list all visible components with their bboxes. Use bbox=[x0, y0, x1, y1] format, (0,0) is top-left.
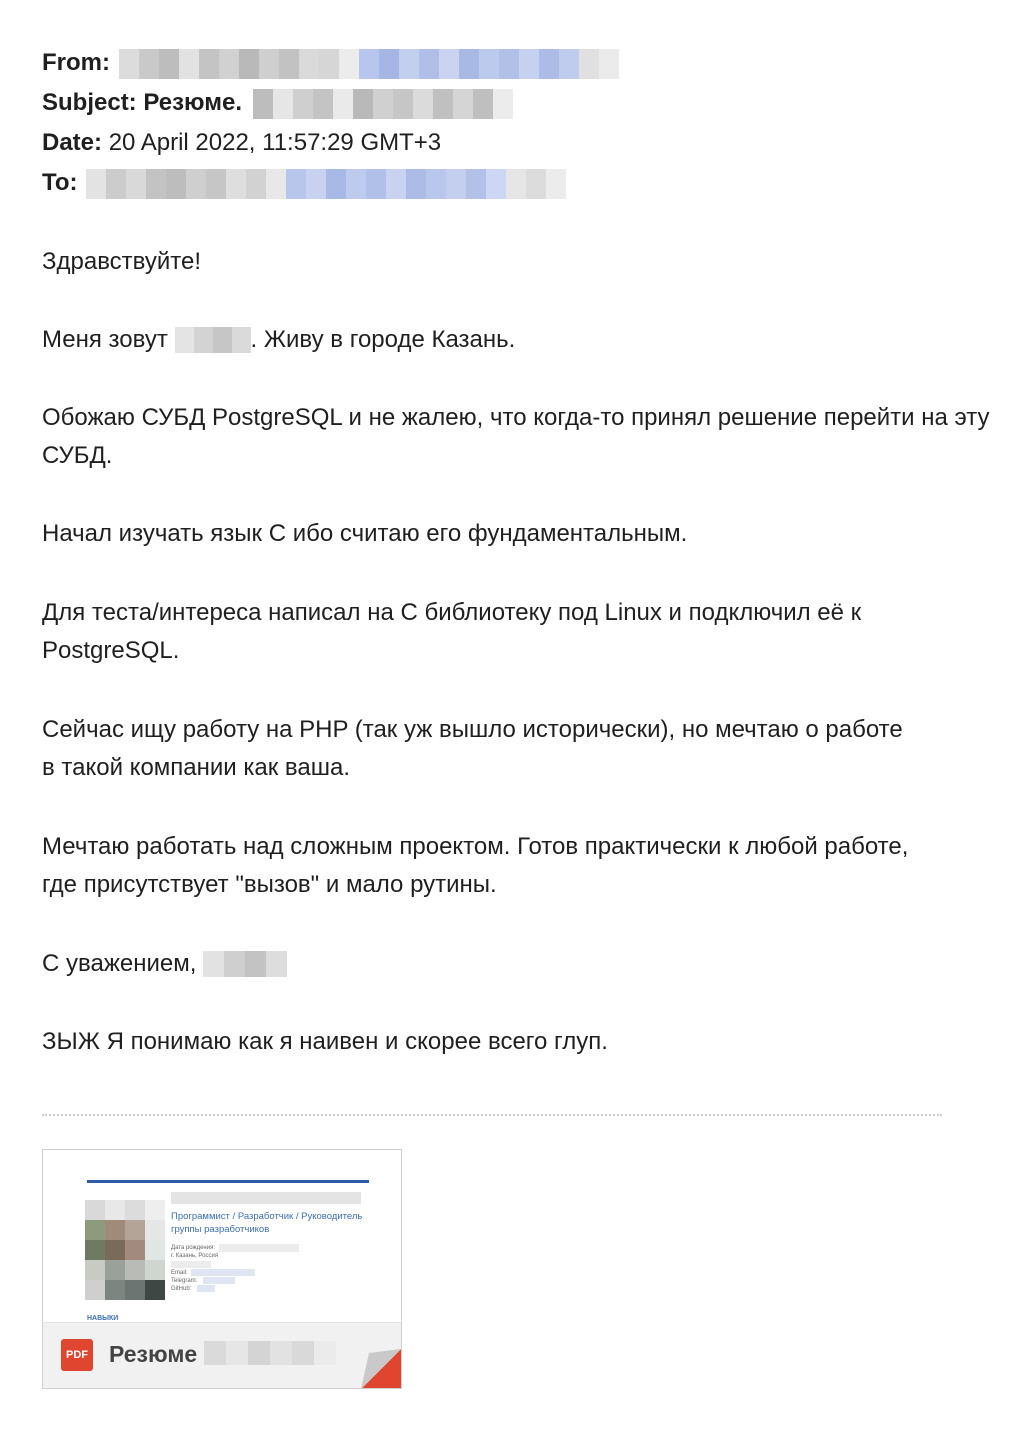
preview-telegram-label: Telegram: bbox=[171, 1278, 198, 1284]
intro-prefix: Меня зовут bbox=[42, 326, 168, 353]
signoff-paragraph bbox=[42, 945, 1002, 983]
preview-skills-heading: НАВЫКИ bbox=[87, 1315, 119, 1322]
attachment-filename[interactable] bbox=[109, 1341, 336, 1368]
date-label: Date: bbox=[42, 129, 103, 156]
preview-photo-redacted bbox=[85, 1200, 165, 1300]
preview-birth-redacted bbox=[219, 1244, 299, 1252]
subject-redacted bbox=[253, 89, 513, 119]
to-row bbox=[42, 168, 566, 199]
preview-email-redacted bbox=[191, 1269, 255, 1276]
attachment-footer[interactable] bbox=[43, 1322, 401, 1389]
to-label: To: bbox=[42, 169, 78, 196]
attachment-divider bbox=[42, 1114, 942, 1116]
library-paragraph: Для теста/интереса написал на C библиотеку под Linux и подключил её к PostgreSQL. bbox=[42, 599, 862, 664]
preview-accent-bar bbox=[87, 1180, 369, 1183]
date-row bbox=[42, 128, 441, 158]
attachment-filename-text: Резюме bbox=[109, 1341, 198, 1367]
subject-text: Резюме. bbox=[143, 89, 242, 116]
preview-city: г. Казань, Россия bbox=[171, 1253, 219, 1259]
ps-paragraph: ЗЫЖ Я понимаю как я наивен и скорее всего глуп. bbox=[42, 1028, 608, 1055]
pdf-file-icon: PDF bbox=[61, 1339, 93, 1371]
attachment-preview[interactable] bbox=[43, 1150, 401, 1322]
php-paragraph: Сейчас ищу работу на PHP (так уж вышло исторически), но мечтаю о работе в такой компании как ваша. bbox=[42, 716, 903, 781]
page-curl-icon bbox=[361, 1349, 401, 1389]
from-row bbox=[42, 48, 631, 79]
from-label: From: bbox=[42, 49, 110, 76]
from-redacted bbox=[119, 49, 631, 79]
filename-redacted bbox=[204, 1341, 336, 1365]
dream-paragraph: Мечтаю работать над сложным проектом. Готов практически к любой работе, где присутствует "вызов" и мало рутины. bbox=[42, 833, 909, 898]
intro-paragraph bbox=[42, 321, 1002, 359]
preview-github-redacted bbox=[197, 1285, 215, 1292]
preview-email-label: Email: bbox=[171, 1270, 188, 1276]
to-redacted bbox=[86, 169, 566, 199]
preview-name-redacted bbox=[171, 1192, 361, 1204]
preview-role: Программист / Разработчик / Руководитель группы разработчиков bbox=[171, 1211, 363, 1235]
signature-redacted bbox=[203, 951, 287, 977]
preview-phone-redacted bbox=[171, 1261, 211, 1268]
date-value: 20 April 2022, 11:57:29 GMT+3 bbox=[108, 129, 442, 156]
preview-github-label: GitHub: bbox=[171, 1286, 192, 1292]
subject-row bbox=[42, 88, 513, 119]
preview-birth-label: Дата рождения: bbox=[171, 1245, 215, 1251]
intro-suffix: . Живу в городе Казань. bbox=[250, 326, 516, 353]
name-redacted bbox=[175, 327, 251, 353]
c-language-paragraph: Начал изучать язык C ибо считаю его фундаментальным. bbox=[42, 520, 688, 547]
pdf-attachment[interactable] bbox=[42, 1149, 402, 1389]
greeting: Здравствуйте! bbox=[42, 248, 202, 275]
preview-telegram-redacted bbox=[203, 1277, 235, 1284]
postgres-paragraph: Обожаю СУБД PostgreSQL и не жалею, что когда-то принял решение перейти на эту СУБД. bbox=[42, 404, 990, 469]
subject-label: Subject: bbox=[42, 89, 137, 116]
signoff-text: С уважением, bbox=[42, 950, 197, 977]
